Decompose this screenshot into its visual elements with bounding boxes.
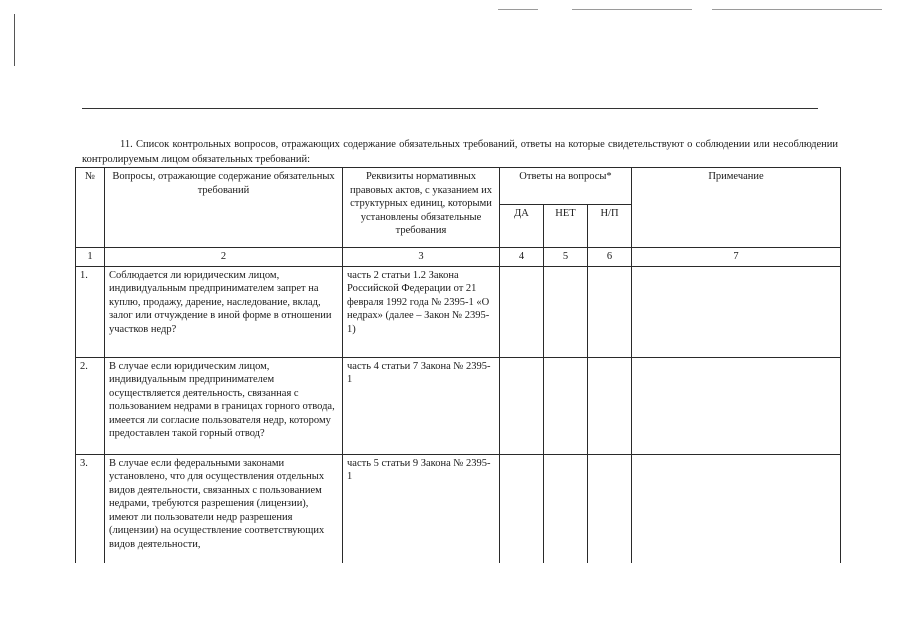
row-requisites: часть 4 статьи 7 Закона № 2395-1 [343,357,500,454]
note-cell[interactable] [632,357,841,454]
table-header-row [76,168,841,205]
scan-edge-mark [572,9,692,10]
answer-no-cell[interactable] [544,266,588,357]
header-rule [82,108,818,109]
table-row [76,357,841,454]
requirements-table [75,167,841,563]
answer-no-cell[interactable] [544,454,588,563]
row-requisites: часть 2 статьи 1.2 Закона Российской Федерации от 21 февраля 1992 года № 2395-1 «О недрах» (далее – Закон № 2395-1) [343,266,500,357]
header-yes: ДА [500,205,544,248]
note-cell[interactable] [632,266,841,357]
answer-no-cell[interactable] [544,357,588,454]
scan-edge-mark [712,9,882,10]
column-number: 1 [76,248,105,267]
row-question: В случае если федеральными законами установлено, что для осуществления отдельных видов деятельности, связанных с пользованием недрами, требуются разрешения (лицензии), имеют ли пользователи недр разрешения (лицензии) на осуществление соответствующих видов деятельности, [105,454,343,563]
answer-yes-cell[interactable] [500,357,544,454]
header-note: Примечание [632,168,841,248]
column-number: 2 [105,248,343,267]
answer-yes-cell[interactable] [500,266,544,357]
section-intro: 11. Список контрольных вопросов, отражающих содержание обязательных требований, ответы на которые свидетельствуют о соблюдении или несоблюдении контролируемым лицом обязательных требований: [82,138,838,165]
column-number: 5 [544,248,588,267]
column-number: 4 [500,248,544,267]
row-number: 2. [76,357,105,454]
header-not-applicable: Н/П [588,205,632,248]
row-requisites: часть 5 статьи 9 Закона № 2395-1 [343,454,500,563]
row-number: 3. [76,454,105,563]
column-number-row [76,248,841,267]
scan-edge-mark [498,9,538,10]
header-number: № [76,168,105,248]
column-number: 3 [343,248,500,267]
column-number: 7 [632,248,841,267]
table-row [76,266,841,357]
table-row [76,454,841,563]
header-requisites: Реквизиты нормативных правовых актов, с указанием их структурных единиц, которыми установлены обязательные требования [343,168,500,248]
header-no-answer: НЕТ [544,205,588,248]
row-number: 1. [76,266,105,357]
answer-yes-cell[interactable] [500,454,544,563]
header-question: Вопросы, отражающие содержание обязательных требований [105,168,343,248]
column-number: 6 [588,248,632,267]
answer-na-cell[interactable] [588,454,632,563]
row-question: В случае если юридическим лицом, индивидуальным предпринимателем осуществляется деятельность, связанная с пользованием недрами в границах горного отвода, имеется ли согласие пользователя недр, которому предоставлен такой горный отвод? [105,357,343,454]
row-question: Соблюдается ли юридическим лицом, индивидуальным предпринимателем запрет на куплю, продажу, дарение, наследование, вклад, залог или отчуждение в иной форме в отношении участков недр? [105,266,343,357]
note-cell[interactable] [632,454,841,563]
answer-na-cell[interactable] [588,266,632,357]
answer-na-cell[interactable] [588,357,632,454]
header-answers: Ответы на вопросы* [500,168,632,205]
scan-edge-mark [14,14,15,66]
